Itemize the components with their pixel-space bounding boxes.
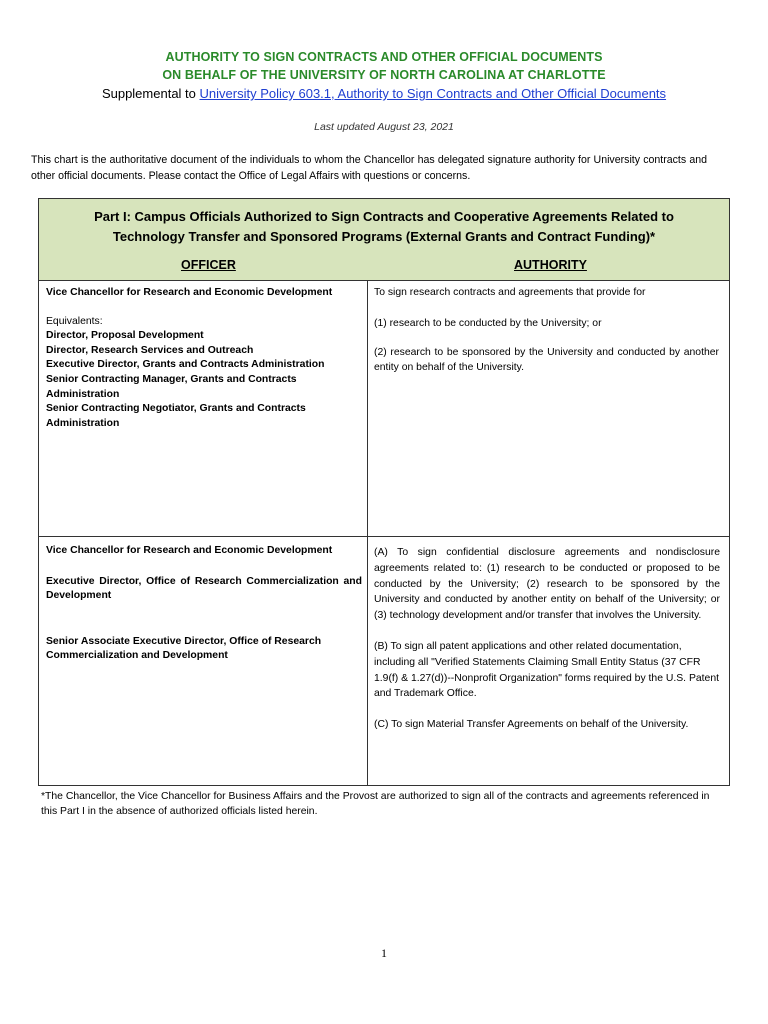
equivalents-label: Equivalents: [46,315,103,327]
part-title-line1: Part I: Campus Officials Authorized to Sign Contracts and Cooperative Agreements Related to [94,209,674,224]
table-header [39,199,729,281]
part-title-line2: Technology Transfer and Sponsored Programs (External Grants and Contract Funding)* [112,229,656,244]
row1-officer-cell [46,286,361,431]
document-title-line1: AUTHORITY TO SIGN CONTRACTS AND OTHER OFFICIAL DOCUMENTS [165,50,603,64]
last-updated: Last updated August 23, 2021 [314,121,454,133]
intro-paragraph: This chart is the authoritative document of the individuals to whom the Chancellor has delegated signature authority for University contracts and other official documents. Please contact the Office of Legal Affairs with questions or concerns. [31,154,707,182]
equivalent-item: Director, Research Services and Outreach [46,344,254,356]
row1-officer-main: Vice Chancellor for Research and Economic Development [46,287,333,298]
row1-authority-text: To sign research contracts and agreements that provide for [374,287,646,298]
equivalent-item: Senior Contracting Manager, Grants and Contracts Administration [46,373,297,400]
row2-officer: Senior Associate Executive Director, Office of Research Commercialization and Development [46,635,322,662]
row2-authority-text: (A) To sign confidential disclosure agreements and nondisclosure agreements related to: (1) research to be conducted or proposed to be conducted by the University; (2) research to be sponsored by the University and conducted by another entity on behalf of the University; or (3) technology development and/or transfer that involves the University. [374,547,720,622]
row2-authority-text: (C) To sign Material Transfer Agreements on behalf of the University. [374,719,689,731]
row1-authority-cell [374,286,719,375]
footnote: *The Chancellor, the Vice Chancellor for Business Affairs and the Provost are authorized to sign all of the contracts and agreements referenced in this Part I in the absence of authorized officials listed herein. [41,791,710,817]
row1-authority-text: (1) research to be conducted by the University; or [374,317,602,329]
supplemental-line [0,86,768,101]
row2-authority-cell [374,545,720,733]
row2-officer-cell [46,544,362,664]
document-title-line2: ON BEHALF OF THE UNIVERSITY OF NORTH CAROLINA AT CHARLOTTE [162,68,606,82]
authority-table [38,198,730,786]
equivalent-item: Executive Director, Grants and Contracts Administration [46,359,325,371]
row2-officer: Vice Chancellor for Research and Economic Development [46,545,333,556]
column-header-authority: AUTHORITY [514,258,587,272]
column-header-officer: OFFICER [181,258,236,272]
policy-link[interactable]: University Policy 603.1, Authority to Sign Contracts and Other Official Documents [199,86,667,101]
equivalent-item: Senior Contracting Negotiator, Grants and Contracts Administration [46,403,306,429]
row-divider [39,536,729,537]
row2-officer: Executive Director, Office of Research Commercialization and Development [46,575,362,602]
page-number: 1 [381,946,387,960]
equivalent-item: Director, Proposal Development [46,330,204,342]
row2-authority-text: (B) To sign all patent applications and other related documentation, including all "Verified Statements Claiming Small Entity Status (37 CFR 1.9(f) & 1.27(d))--Nonprofit Organization" forms required by the U.S. Patent and Trademark Office. [374,640,719,700]
column-divider [367,281,368,786]
supplemental-prefix: Supplemental to [101,86,200,101]
row1-authority-text: (2) research to be sponsored by the University and conducted by another entity on behalf of the University. [374,347,719,373]
part-title [39,207,729,247]
